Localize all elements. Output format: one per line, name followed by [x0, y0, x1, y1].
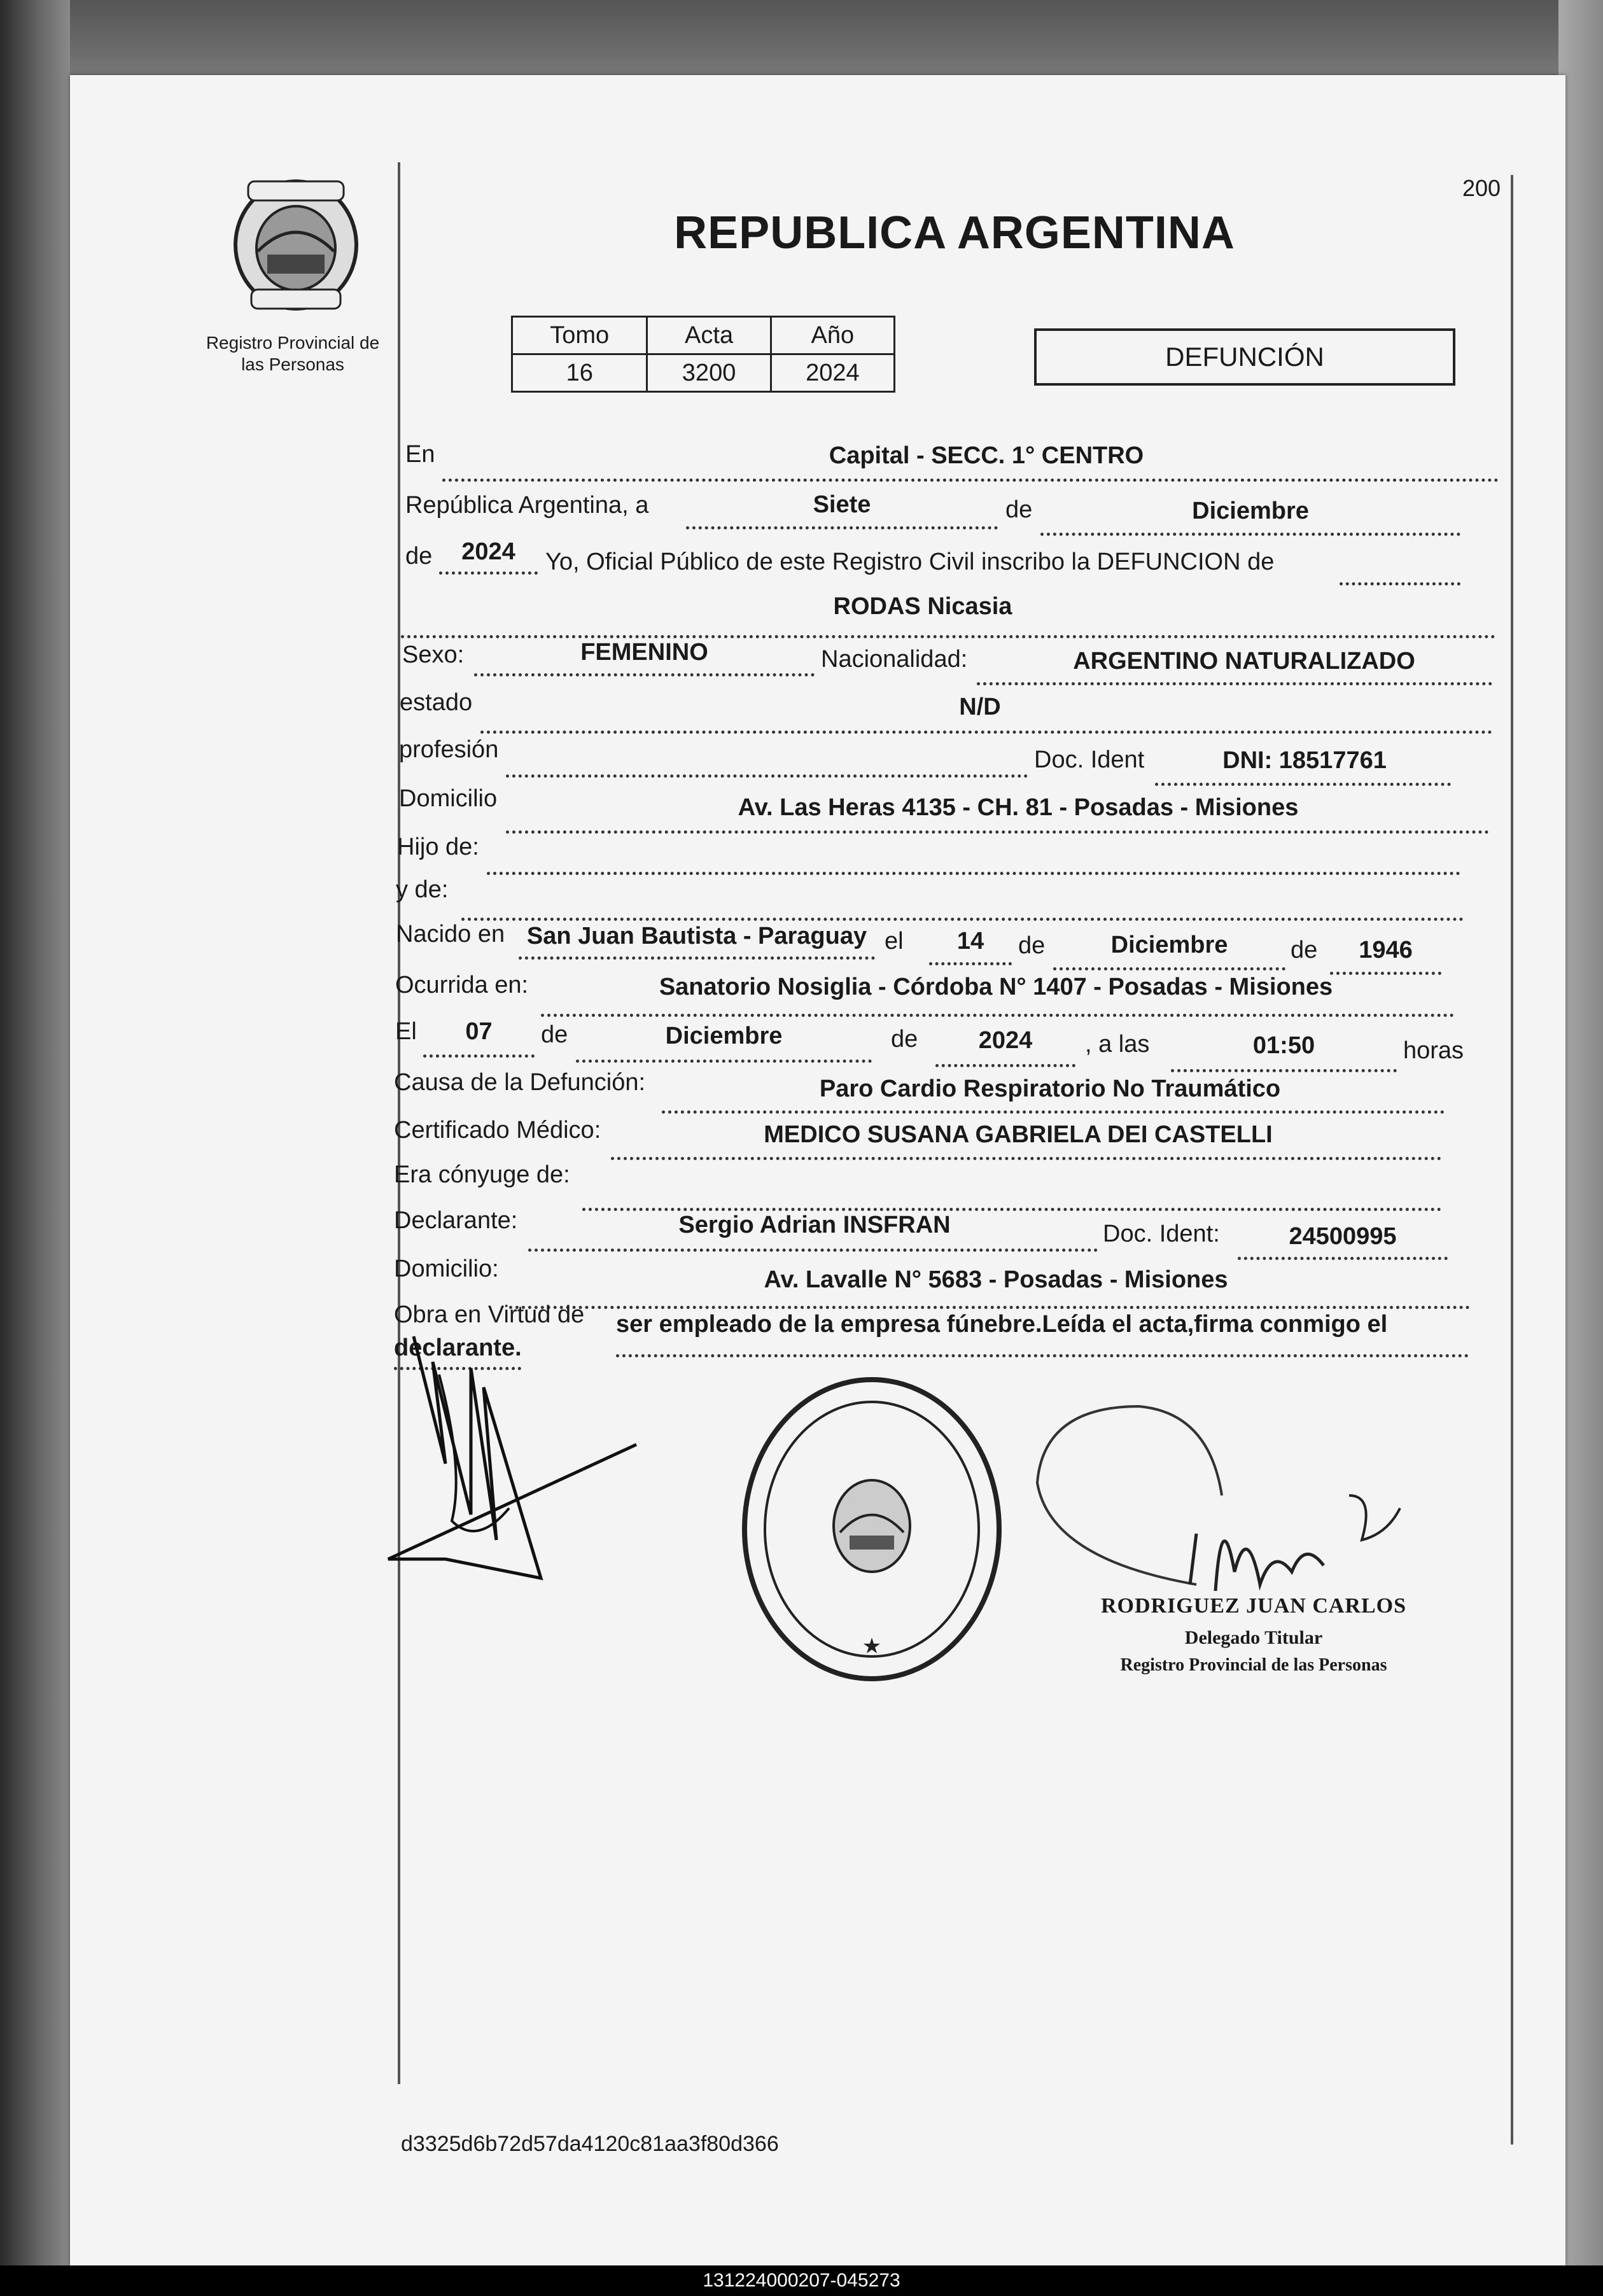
- certificado-label: Certificado Médico:: [394, 1117, 601, 1144]
- declarante-value: Sergio Adrian INSFRAN: [678, 1212, 951, 1238]
- header-ano: Año: [771, 317, 894, 354]
- dotted-line: [439, 571, 538, 575]
- estado-value: N/D: [959, 694, 1001, 720]
- de-label: de: [1005, 496, 1033, 523]
- nacionalidad-label: Nacionalidad:: [821, 646, 968, 673]
- obra-value-line1: ser empleado de la empresa fúnebre.Leída el acta,firma conmigo el: [616, 1311, 1388, 1338]
- de-label: de: [1291, 937, 1318, 963]
- signer-role: Delegado Titular: [1184, 1627, 1323, 1648]
- dotted-line: [487, 872, 1460, 875]
- nacionalidad-value: ARGENTINO NATURALIZADO: [1073, 648, 1415, 675]
- de-label: de: [541, 1021, 568, 1048]
- death-time: 01:50: [1252, 1032, 1315, 1059]
- dotted-line: [1155, 783, 1451, 786]
- horas-label: horas: [1403, 1037, 1464, 1064]
- nacido-label: Nacido en: [396, 921, 505, 948]
- death-year: 2024: [978, 1027, 1033, 1054]
- month-value: Diciembre: [1192, 498, 1309, 524]
- dotted-line: [686, 526, 998, 529]
- signer-name: RODRIGUEZ JUAN CARLOS: [1100, 1594, 1407, 1618]
- de-label: de: [1018, 932, 1046, 959]
- record-number-table: [511, 316, 895, 393]
- dotted-line: [442, 479, 1499, 482]
- el-label: el: [885, 928, 904, 955]
- nacido-value: San Juan Bautista - Paraguay: [526, 923, 867, 949]
- registry-label-line1: Registro Provincial de: [206, 333, 380, 353]
- dotted-line: [977, 682, 1492, 685]
- estado-label: estado: [400, 689, 473, 716]
- causa-label: Causa de la Defunción:: [394, 1069, 646, 1096]
- declarant-signature-icon: [375, 1279, 643, 1610]
- svg-text:★: ★: [862, 1634, 882, 1658]
- official-signer-block: [1095, 1594, 1413, 1676]
- value-tomo: 16: [512, 354, 647, 392]
- value-acta: 3200: [647, 354, 771, 392]
- ocurrida-label: Ocurrida en:: [395, 972, 529, 998]
- year-value: 2024: [461, 538, 515, 565]
- hijo-label: Hijo de:: [397, 834, 479, 860]
- sexo-value: FEMENINO: [580, 639, 708, 666]
- dotted-line: [401, 635, 1495, 638]
- conyuge-label: Era cónyuge de:: [394, 1161, 570, 1188]
- header-acta: Acta: [647, 317, 771, 354]
- dotted-line: [1040, 533, 1460, 536]
- dotted-line: [541, 1014, 1454, 1017]
- provincia-misiones-emblem-icon: [229, 175, 363, 315]
- day-word: Siete: [813, 491, 871, 518]
- document-hash: d3325d6b72d57da4120c81aa3f80d366: [401, 2132, 779, 2156]
- domicilio2-label: Domicilio:: [394, 1256, 499, 1282]
- dotted-line: [616, 1354, 1469, 1357]
- dotted-line: [1053, 967, 1285, 970]
- domicilio2-value: Av. Lavalle N° 5683 - Posadas - Misiones: [764, 1266, 1228, 1293]
- de-label: de: [405, 543, 433, 570]
- obra-label: Obra en Virtud de: [394, 1301, 585, 1328]
- dotted-line: [1238, 1257, 1448, 1260]
- republica-label: República Argentina, a: [405, 492, 649, 519]
- birth-year: 1946: [1359, 937, 1413, 963]
- dotted-line: [662, 1110, 1445, 1114]
- doc-ident-value: DNI: 18517761: [1222, 747, 1387, 774]
- ocurrida-value: Sanatorio Nosiglia - Córdoba N° 1407 - Posadas - Misiones: [659, 974, 1333, 1000]
- dotted-line: [474, 673, 815, 676]
- causa-value: Paro Cardio Respiratorio No Traumático: [819, 1075, 1281, 1102]
- dotted-line: [576, 1060, 872, 1063]
- value-ano: 2024: [771, 354, 894, 392]
- en-value: Capital - SECC. 1° CENTRO: [829, 442, 1144, 469]
- dotted-line: [480, 731, 1492, 734]
- yde-label: y de:: [396, 876, 449, 903]
- registry-label: [191, 332, 395, 375]
- dotted-line: [506, 774, 1028, 778]
- dotted-line: [461, 918, 1464, 921]
- binder-background-left: [0, 0, 70, 2265]
- dotted-line: [611, 1157, 1441, 1160]
- inscribo-text: Yo, Oficial Público de este Registro Civil inscribo la DEFUNCION de: [545, 549, 1275, 575]
- header-tomo: Tomo: [512, 317, 647, 354]
- footer-code: 131224000207-045273: [0, 2265, 1603, 2296]
- page-title: REPUBLICA ARGENTINA: [674, 207, 1235, 258]
- de-label: de: [891, 1026, 918, 1053]
- obra-value-line2: declarante.: [394, 1334, 522, 1361]
- declarante-label: Declarante:: [394, 1207, 518, 1234]
- page-number: 200: [1462, 175, 1501, 201]
- record-type-box: DEFUNCIÓN: [1034, 328, 1455, 386]
- domicilio-value: Av. Las Heras 4135 - CH. 81 - Posadas - Misiones: [738, 794, 1299, 821]
- delegation-seal-icon: [738, 1373, 1005, 1704]
- dotted-line: [935, 1064, 1075, 1067]
- domicilio-label: Domicilio: [399, 785, 498, 812]
- alas-label: , a las: [1085, 1031, 1150, 1058]
- dotted-line: [1171, 1069, 1397, 1072]
- doc-ident-label: Doc. Ident: [1034, 746, 1145, 773]
- dotted-line: [528, 1249, 1098, 1252]
- deceased-name: RODAS Nicasia: [833, 593, 1012, 620]
- birth-day: 14: [956, 928, 984, 955]
- death-day: 07: [465, 1018, 493, 1045]
- dotted-line: [582, 1208, 1441, 1211]
- dotted-line: [506, 830, 1489, 834]
- margin-line-right: [1511, 175, 1513, 2145]
- official-signature-icon: [1031, 1394, 1413, 1610]
- birth-month: Diciembre: [1110, 932, 1228, 958]
- binder-background-top: [0, 0, 1603, 76]
- death-month: Diciembre: [665, 1023, 783, 1049]
- certificado-value: MEDICO SUSANA GABRIELA DEI CASTELLI: [764, 1121, 1273, 1148]
- dotted-line: [509, 1306, 1470, 1309]
- registry-label-line2: las Personas: [241, 354, 344, 374]
- dotted-line: [929, 962, 1012, 965]
- en-label: En: [405, 441, 435, 468]
- dotted-line: [423, 1054, 535, 1058]
- declarante-doc-value: 24500995: [1289, 1223, 1397, 1250]
- signer-office: Registro Provincial de las Personas: [1120, 1655, 1387, 1675]
- declarante-doc-label: Doc. Ident:: [1103, 1221, 1220, 1247]
- dotted-line: [519, 956, 875, 960]
- El-label: El: [395, 1018, 417, 1045]
- certificate-paper: [70, 75, 1565, 2265]
- sexo-label: Sexo:: [402, 641, 465, 668]
- profesion-label: profesión: [399, 736, 499, 763]
- dotted-line: [1340, 582, 1460, 585]
